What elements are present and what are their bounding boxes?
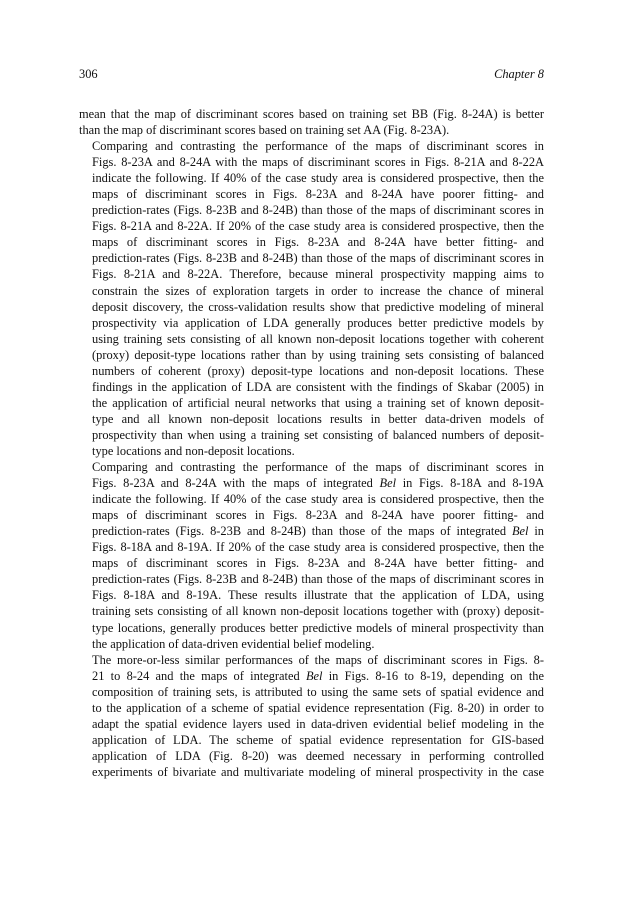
text-line: maps of discriminant scores in Figs. 8-23A and 8-24A have poorer fitting- and — [92, 508, 544, 523]
text-line: maps of discriminant scores in Figs. 8-23A and 8-24A have better fitting- and — [92, 556, 544, 571]
text-line: type locations and non-deposit locations. — [92, 443, 295, 458]
text-line: findings in the application of LDA are consistent with the findings of Skabar (2005) in — [92, 379, 544, 394]
text-line: Figs. 8-21A and 8-22A. Therefore, because mineral prospectivity mapping aims to — [92, 267, 544, 282]
text-line: the application of data-driven evidential belief modeling. — [92, 636, 375, 651]
page-number: 306 — [79, 67, 98, 81]
text-line: than the map of discriminant scores based on training set AA (Fig. 8-23A). — [79, 123, 450, 138]
text-line: prediction-rates (Figs. 8-23B and 8-24B) than those of the maps of discriminant scores in — [92, 572, 544, 587]
text-line: training sets consisting of all known non-deposit locations together with (proxy) deposit- — [92, 604, 544, 619]
text-line: to the application of a scheme of spatial evidence representation (Fig. 8-20) in order to — [92, 700, 544, 715]
paragraph — [79, 138, 544, 459]
text-line: Figs. 8-21A and 8-22A. If 20% of the case study area is considered prospective, then the — [92, 219, 544, 234]
text-line: Figs. 8-18A and 8-19A. These results illustrate that the application of LDA, using — [92, 588, 544, 603]
text-line: type locations, generally produces better predictive models of mineral prospectivity than — [92, 620, 544, 635]
text-line: experiments of bivariate and multivariate modeling of mineral prospectivity in the case — [92, 764, 544, 779]
text-line: the application of artificial neural networks that using a training set of known deposit- — [92, 395, 544, 410]
text-line: prediction-rates (Figs. 8-23B and 8-24B) than those of the maps of integrated Bel in — [92, 524, 544, 539]
text-line: composition of training sets, is attributed to using the same sets of spatial evidence and — [92, 684, 544, 699]
text-line: prediction-rates (Figs. 8-23B and 8-24B) than those of the maps of discriminant scores in — [92, 251, 544, 266]
text-line: type and all known non-deposit locations results in better data-driven models of — [92, 411, 544, 426]
paragraph — [79, 459, 544, 652]
text-line: Figs. 8-18A and 8-19A. If 20% of the case study area is considered prospective, then the — [92, 540, 544, 555]
text-line: mean that the map of discriminant scores based on training set BB (Fig. 8-24A) is better — [79, 107, 544, 121]
paragraph — [79, 106, 544, 138]
text-line: indicate the following. If 40% of the case study area is considered prospective, then the — [92, 492, 544, 507]
text-line: maps of discriminant scores in Figs. 8-23A and 8-24A have poorer fitting- and — [92, 187, 544, 202]
text-line: Figs. 8-23A and 8-24A with the maps of discriminant scores in Figs. 8-21A and 8-22A — [92, 155, 544, 170]
paragraph — [79, 652, 544, 780]
text-line: indicate the following. If 40% of the case study area is considered prospective, then the — [92, 171, 544, 186]
text-line: prospectivity than when using a training set consisting of balanced numbers of deposit- — [92, 427, 544, 442]
text-line: using training sets consisting of all known non-deposit locations together with coherent — [92, 331, 544, 346]
text-line: Comparing and contrasting the performance of the maps of discriminant scores in — [92, 460, 544, 475]
running-header — [79, 66, 544, 82]
text-line: application of LDA (Fig. 8-20) was deemed necessary in performing controlled — [92, 748, 544, 763]
text-line: adapt the spatial evidence layers used in data-driven evidential belief modeling in the — [92, 716, 544, 731]
page — [79, 66, 544, 780]
text-line: (proxy) deposit-type locations rather than by using training sets consisting of balanced — [92, 347, 544, 362]
text-line: The more-or-less similar performances of the maps of discriminant scores in Figs. 8- — [92, 652, 544, 667]
chapter-title: Chapter 8 — [494, 67, 544, 81]
text-line: constrain the sizes of exploration targets in order to increase the chance of mineral — [92, 283, 544, 298]
text-line: application of LDA. The scheme of spatial evidence representation for GIS-based — [92, 732, 544, 747]
text-line: 21 to 8-24 and the maps of integrated Bel in Figs. 8-16 to 8-19, depending on the — [92, 668, 544, 683]
text-line: numbers of coherent (proxy) deposit-type locations and non-deposit locations. These — [92, 363, 544, 378]
text-line: maps of discriminant scores in Figs. 8-23A and 8-24A have better fitting- and — [92, 235, 544, 250]
text-line: prospectivity via application of LDA generally produces better predictive models by — [92, 315, 544, 330]
text-line: deposit discovery, the cross-validation results show that predictive modeling of mineral — [92, 299, 544, 314]
text-line: Figs. 8-23A and 8-24A with the maps of integrated Bel in Figs. 8-18A and 8-19A — [92, 476, 544, 491]
text-line: Comparing and contrasting the performance of the maps of discriminant scores in — [92, 139, 544, 154]
text-line: prediction-rates (Figs. 8-23B and 8-24B) than those of the maps of discriminant scores in — [92, 203, 544, 218]
